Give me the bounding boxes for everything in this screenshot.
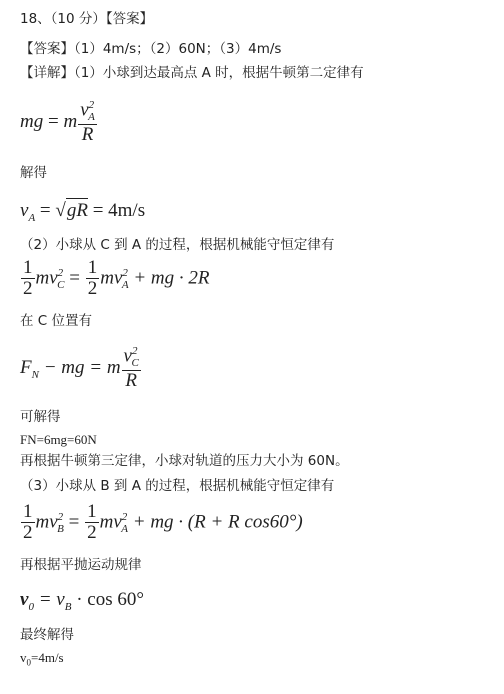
eq5-sup-A: 2: [121, 510, 128, 523]
final-tail: =4m/s: [31, 650, 64, 665]
eq3-sup-C: 2: [57, 266, 64, 279]
answer-line: 【答案】（1）4m/s；（2）60N；（3）4m/s: [20, 41, 282, 57]
eq5-half1-num: 1: [23, 501, 33, 522]
equation-3: $\frac{1}{2}$ $mv^2_C$ = $\frac{1}{2}$ $mv^2_A$ + mg · 2R: [23, 257, 210, 299]
eq5-sub-A: A: [121, 523, 128, 536]
eq4-F: F: [20, 357, 32, 379]
equation-6: [20, 588, 144, 619]
part3-intro: （3）小球从 B 到 A 的过程，根据机械能守恒定律有: [20, 478, 335, 494]
projectile-label: 再根据平抛运动规律: [20, 557, 142, 573]
solve-label-1: 解得: [20, 165, 47, 181]
eq4-fraction: [122, 346, 141, 392]
eq5-half-1: [21, 502, 35, 544]
eq3-half2-num: 1: [87, 257, 98, 278]
eq3-half2-den: 2: [87, 277, 98, 299]
eq2-v: v: [20, 200, 29, 221]
eq1-lhs: mg: [20, 111, 44, 133]
eq5-sub-B: B: [57, 523, 64, 536]
explanation-intro: 【详解】（1）小球到达最高点 A 时，根据牛顿第二定律有: [20, 65, 364, 81]
eq6-tail: · cos 60°: [76, 589, 144, 610]
eq4-den: R: [125, 369, 137, 391]
eq1-fraction: [78, 100, 97, 146]
final-v: v: [20, 650, 27, 665]
eq3-tail: + mg · 2R: [133, 267, 210, 289]
eq4-num-sup: 2: [131, 345, 138, 357]
eq6-v: v: [20, 589, 29, 610]
eq6-subB: B: [64, 600, 72, 613]
eq2-radicand: gR: [66, 200, 88, 221]
eq2-sub: A: [28, 211, 36, 224]
eq5-tail: + mg · (R + R cos60°): [132, 511, 303, 533]
eq4-num-sub: C: [131, 357, 139, 370]
eq6-sub0: 0: [28, 600, 34, 613]
final-label: 最终解得: [20, 627, 74, 643]
eq1-num-sup: 2: [88, 99, 95, 111]
eq3-half1-den: 2: [23, 277, 33, 299]
eq2-result: = 4m/s: [92, 200, 146, 221]
eq5-half2-num: 1: [87, 501, 97, 522]
eq3-sub-A: A: [121, 279, 129, 292]
eq3-half-1: [21, 258, 35, 300]
equation-2: $v_A = √gR = 4m/s$: [20, 200, 146, 224]
part2-intro: （2）小球从 C 到 A 的过程，根据机械能守恒定律有: [20, 237, 335, 253]
at-C-label: 在 C 位置有: [20, 313, 93, 329]
result-FN: FN=6mg=60N: [20, 432, 97, 447]
eq4-subN: N: [31, 368, 39, 381]
eq3-mvA: mv: [100, 267, 123, 289]
eq3-half-2: [86, 258, 100, 300]
eq1-num-sub: A: [88, 111, 95, 124]
eq5-half1-den: 2: [23, 521, 33, 543]
eq3-half1-num: 1: [23, 257, 33, 278]
eq5-mvB: mv: [35, 511, 58, 533]
solve-label-2: 可解得: [20, 409, 61, 425]
eq5-half-2: [85, 502, 99, 544]
final-sub: 0: [26, 657, 31, 668]
eq5-half2-den: 2: [87, 521, 97, 543]
eq1-den: R: [81, 123, 94, 145]
equation-5: $\frac{1}{2}$ $mv^2_B$ = $\frac{1}{2}$ $mv^2_A$ + mg · (R + R cos60°): [23, 501, 303, 543]
eq3-mvC: mv: [35, 267, 58, 289]
eq4-num-v: v: [123, 345, 132, 367]
eq4-mid: − mg = m: [43, 357, 121, 379]
eq5-mvA: mv: [99, 511, 122, 533]
final-result: [20, 649, 64, 672]
equation-4: [20, 346, 142, 392]
eq5-sup-B: 2: [57, 510, 64, 523]
equation-1: mg = m $\frac{v^2_A}{R}$: [20, 99, 95, 145]
question-header: 18、（10 分）【答案】: [20, 11, 154, 27]
eq6-mid: = v: [38, 589, 65, 610]
eq1-num-v: v: [80, 99, 89, 121]
eq1-m: m: [63, 111, 78, 133]
newton-third-law-line: 再根据牛顿第三定律，小球对轨道的压力大小为 60N。: [20, 453, 349, 469]
eq3-sup-A: 2: [122, 266, 128, 279]
eq3-sub-C: C: [57, 279, 65, 292]
